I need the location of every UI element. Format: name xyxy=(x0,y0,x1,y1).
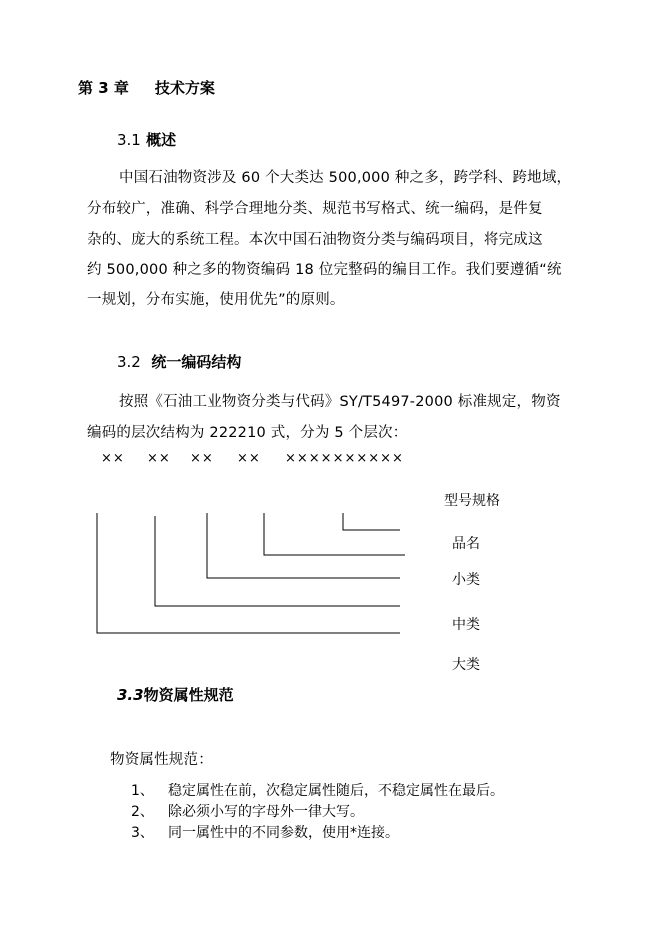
code-group: ×× xyxy=(147,451,171,466)
paragraph-line: 一规划，分布实施，使用优先”的原则。 xyxy=(87,292,345,308)
section-number: 3.1 xyxy=(117,131,141,149)
code-group: ×××××××××× xyxy=(285,451,404,466)
list-item-number: 2、 xyxy=(131,804,154,820)
level-line-product-name xyxy=(264,513,405,555)
level-label-product-name: 品名 xyxy=(452,536,480,552)
paragraph-line: 编码的层次结构为 222210 式，分为 5 个层次： xyxy=(87,425,408,441)
list-item-text: 除必须小写的字母外一律大写。 xyxy=(168,804,364,820)
section-number: 3.3 xyxy=(117,686,144,704)
level-line-subclass xyxy=(207,513,400,578)
code-group: ×× xyxy=(190,451,214,466)
section-title: 统一编码结构 xyxy=(151,353,242,371)
chapter-title: 技术方案 xyxy=(154,79,215,97)
paragraph-line: 约 500,000 种之多的物资编码 18 位完整码的编目工作。我们要遵循“统 xyxy=(87,262,562,278)
paragraph-line: 杂的、庞大的系统工程。本次中国石油物资分类与编码项目，将完成这 xyxy=(87,232,543,248)
level-line-majorclass xyxy=(97,513,400,633)
code-group: ×× xyxy=(101,451,125,466)
level-line-model-spec xyxy=(343,513,400,530)
code-group: ×× xyxy=(237,451,261,466)
section-number: 3.2 xyxy=(117,353,141,371)
paragraph-line: 分布较广，准确、科学合理地分类、规范书写格式、统一编码，是件复 xyxy=(87,201,543,217)
level-label-midclass: 中类 xyxy=(452,617,480,633)
list-item-text: 稳定属性在前，次稳定属性随后，不稳定属性在最后。 xyxy=(168,783,504,799)
paragraph-line: 中国石油物资涉及 60 个大类达 500,000 种之多，跨学科、跨地域， xyxy=(119,170,572,186)
paragraph-line: 按照《石油工业物资分类与代码》SY/T5497-2000 标准规定，物资 xyxy=(119,394,561,410)
section-title: 物资属性规范 xyxy=(143,686,234,704)
section-title: 概述 xyxy=(146,131,177,149)
level-label-subclass: 小类 xyxy=(452,572,480,588)
level-label-model-spec: 型号规格 xyxy=(444,493,500,509)
chapter-number: 第 3 章 xyxy=(78,79,129,97)
section-3-3-heading xyxy=(117,684,234,705)
list-item-number: 1、 xyxy=(131,783,154,799)
list-item-text: 同一属性中的不同参数，使用*连接。 xyxy=(168,825,399,841)
level-label-majorclass: 大类 xyxy=(452,657,480,673)
list-intro: 物资属性规范： xyxy=(110,752,213,768)
list-item-number: 3、 xyxy=(131,825,154,841)
